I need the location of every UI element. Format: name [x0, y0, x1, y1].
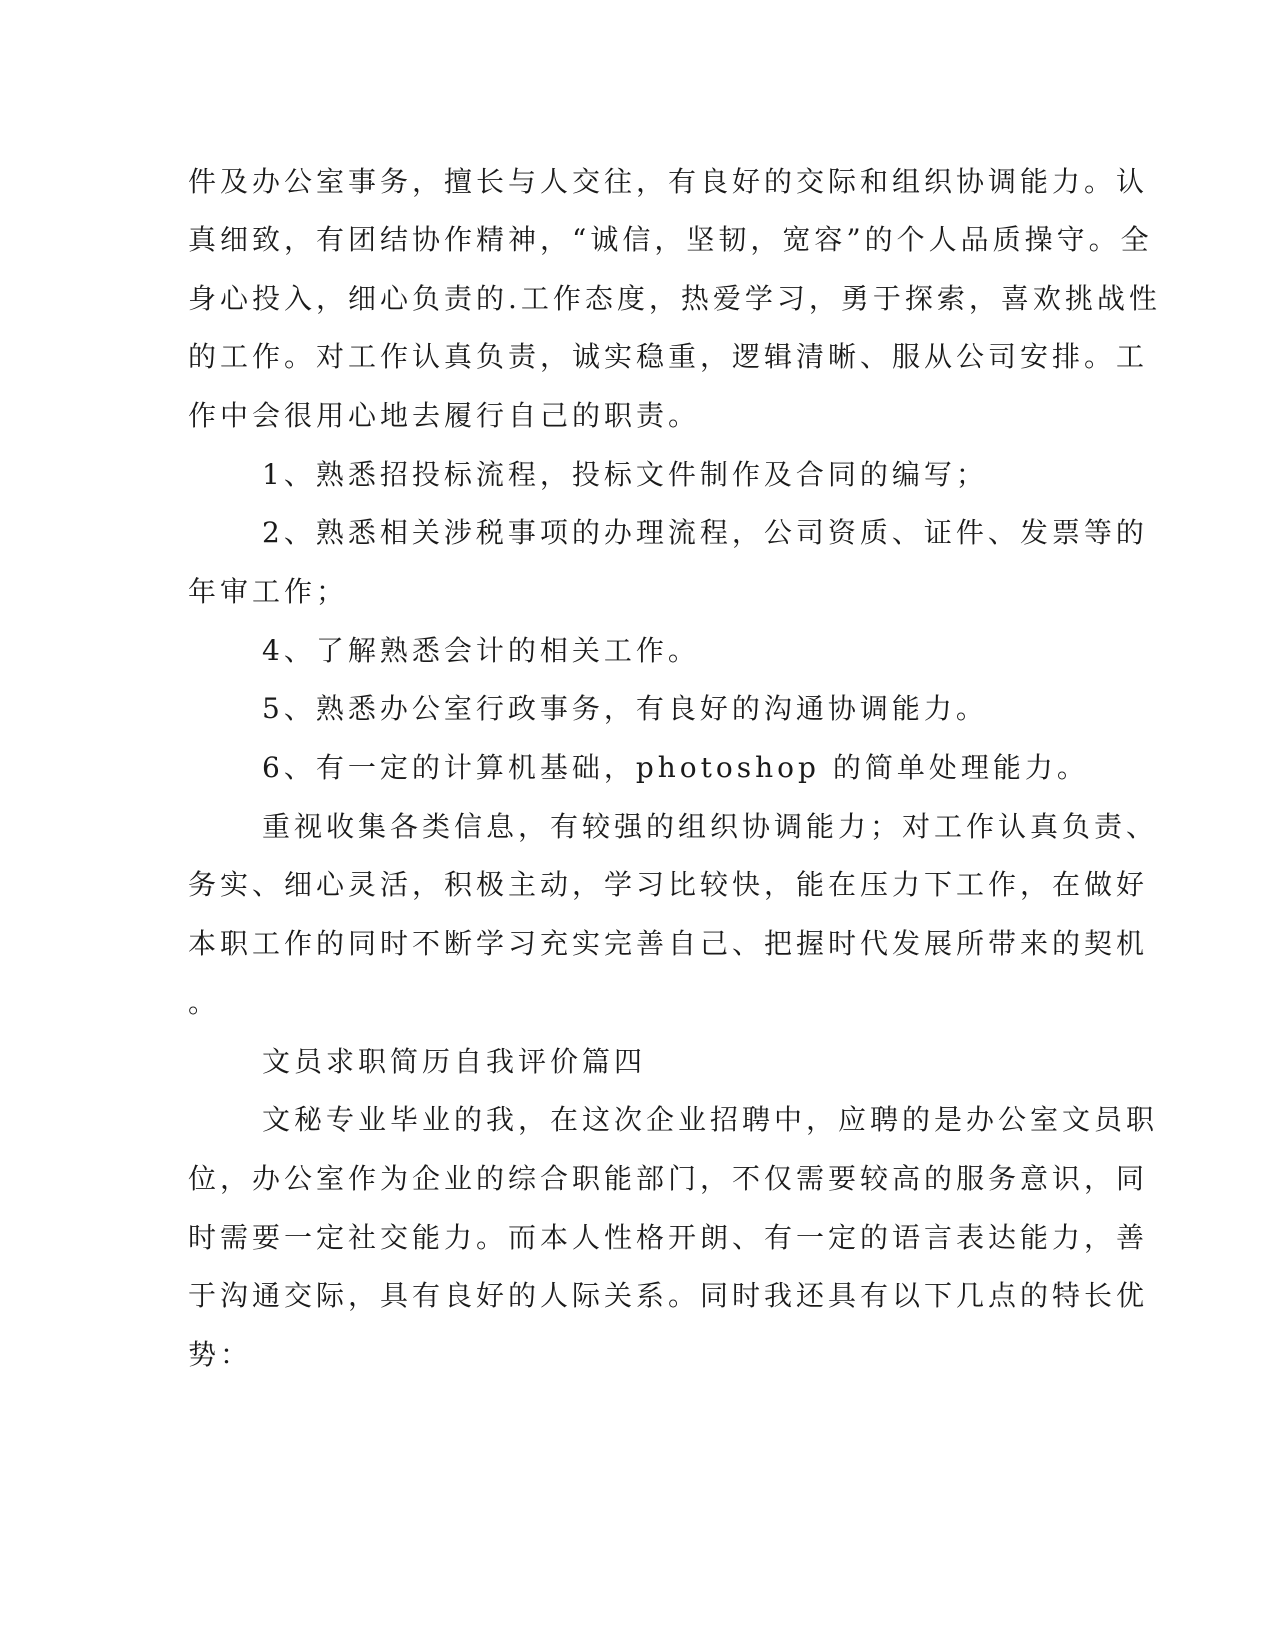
text-line: 身心投入，细心负责的.工作态度，热爱学习，勇于探索，喜欢挑战性	[188, 282, 1161, 315]
text-line: 的工作。对工作认真负责，诚实稳重，逻辑清晰、服从公司安排。工	[188, 340, 1149, 373]
paragraph-start: 重视收集各类信息，有较强的组织协调能力；对工作认真负责、	[262, 810, 1159, 843]
section-heading: 文员求职简历自我评价篇四	[262, 1045, 647, 1078]
text-line: 件及办公室事务，擅长与人交往，有良好的交际和组织协调能力。认	[188, 165, 1149, 198]
text-line: 作中会很用心地去履行自己的职责。	[188, 399, 701, 432]
text-line: 时需要一定社交能力。而本人性格开朗、有一定的语言表达能力，善	[188, 1221, 1149, 1254]
text-line: 真细致，有团结协作精神，“诚信，坚韧，宽容”的个人品质操守。全	[188, 223, 1153, 256]
text-line: 务实、细心灵活，积极主动，学习比较快，能在压力下工作，在做好	[188, 868, 1149, 901]
text-line: 位，办公室作为企业的综合职能部门，不仅需要较高的服务意识，同	[188, 1162, 1149, 1195]
text-line: 于沟通交际，具有良好的人际关系。同时我还具有以下几点的特长优	[188, 1279, 1149, 1312]
list-item: 4、了解熟悉会计的相关工作。	[262, 634, 700, 667]
list-item: 5、熟悉办公室行政事务，有良好的沟通协调能力。	[262, 692, 988, 725]
paragraph-start: 文秘专业毕业的我，在这次企业招聘中，应聘的是办公室文员职	[262, 1103, 1159, 1136]
text-line: 势：	[188, 1338, 253, 1371]
list-item: 2、熟悉相关涉税事项的办理流程，公司资质、证件、发票等的	[262, 516, 1148, 549]
list-item: 1、熟悉招投标流程，投标文件制作及合同的编写；	[262, 458, 988, 491]
text-line: 年审工作；	[188, 575, 349, 608]
text-line: 。	[188, 986, 221, 1019]
list-item: 6、有一定的计算机基础，photoshop 的简单处理能力。	[262, 751, 1089, 784]
text-line: 本职工作的同时不断学习充实完善自己、把握时代发展所带来的契机	[188, 927, 1149, 960]
